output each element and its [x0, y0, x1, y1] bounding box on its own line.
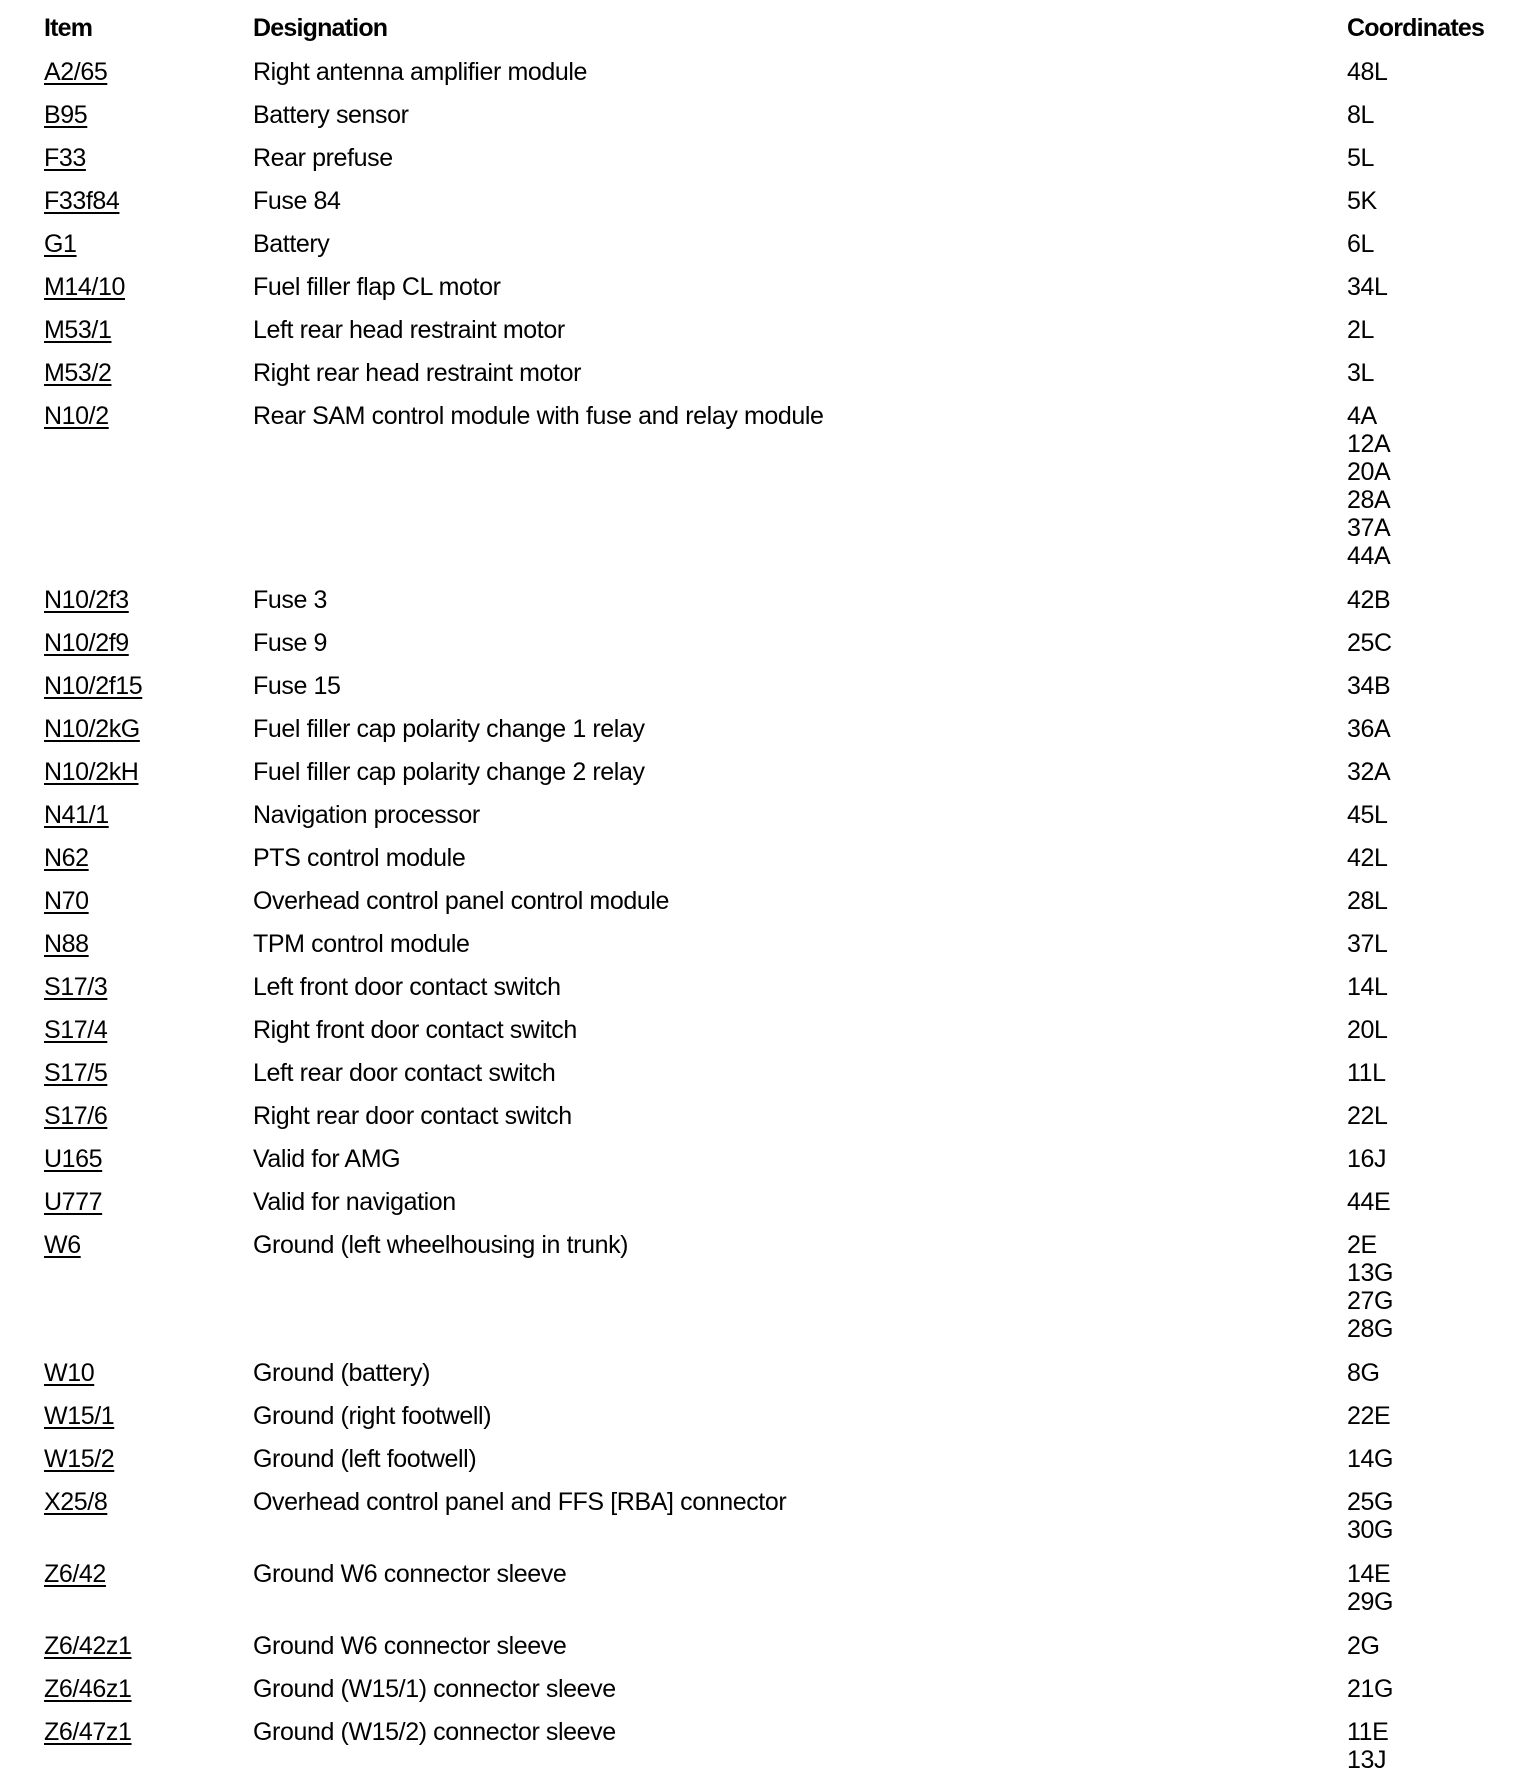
coordinate-value: 13J [1347, 1746, 1387, 1774]
designation-cell: Left front door contact switch [253, 973, 561, 1001]
item-cell [44, 887, 89, 915]
table-row [0, 316, 1520, 359]
coordinate-value: 22E [1347, 1402, 1391, 1430]
coordinate-value: 16J [1347, 1145, 1387, 1173]
coordinates-cell [1347, 1560, 1393, 1616]
coordinate-value: 20A [1347, 458, 1391, 486]
coordinates-cell [1347, 1188, 1390, 1216]
coordinate-value: 29G [1347, 1588, 1394, 1616]
designation-cell: Fuel filler cap polarity change 2 relay [253, 758, 645, 786]
coordinate-value: 28G [1347, 1315, 1394, 1343]
item-cell [44, 230, 77, 258]
item-column-header: Item [44, 14, 93, 42]
item-cell [44, 273, 125, 301]
item-link[interactable]: N62 [44, 844, 89, 872]
item-link[interactable]: M53/2 [44, 359, 112, 387]
item-cell [44, 1402, 114, 1430]
item-link[interactable]: S17/5 [44, 1059, 108, 1087]
coordinate-value: 5L [1347, 144, 1375, 172]
item-link[interactable]: G1 [44, 230, 77, 258]
table-row [0, 1718, 1520, 1790]
designation-cell: Right rear head restraint motor [253, 359, 582, 387]
designation-cell: Fuel filler cap polarity change 1 relay [253, 715, 645, 743]
designation-cell: Ground W6 connector sleeve [253, 1560, 567, 1588]
item-cell [44, 58, 107, 86]
coordinates-cell [1347, 930, 1388, 958]
table-row [0, 672, 1520, 715]
designation-cell: Ground (right footwell) [253, 1402, 492, 1430]
coordinates-cell [1347, 58, 1388, 86]
coordinate-value: 44E [1347, 1188, 1391, 1216]
designation-cell: Left rear head restraint motor [253, 316, 565, 344]
coordinate-value: 30G [1347, 1516, 1394, 1544]
coordinates-cell [1347, 144, 1374, 172]
item-link[interactable]: N10/2kH [44, 758, 139, 786]
coordinates-cell [1347, 1445, 1393, 1473]
item-cell [44, 672, 142, 700]
item-cell [44, 1102, 107, 1130]
coordinates-cell [1347, 1231, 1393, 1343]
coordinates-cell [1347, 101, 1374, 129]
designation-cell: Fuel filler flap CL motor [253, 273, 501, 301]
coordinate-value: 13G [1347, 1259, 1394, 1287]
designation-cell: Fuse 15 [253, 672, 341, 700]
designation-cell: PTS control module [253, 844, 466, 872]
table-row [0, 58, 1520, 101]
coordinate-value: 2E [1347, 1231, 1377, 1259]
item-link[interactable]: S17/3 [44, 973, 108, 1001]
coordinates-column-header: Coordinates [1347, 14, 1485, 42]
coordinates-cell [1347, 1718, 1388, 1774]
table-row [0, 1231, 1520, 1359]
coordinate-value: 45L [1347, 801, 1388, 829]
item-cell [44, 586, 129, 614]
table-row [0, 1145, 1520, 1188]
item-link[interactable]: W6 [44, 1231, 81, 1259]
item-cell [44, 1188, 102, 1216]
item-cell [44, 101, 87, 129]
item-cell [44, 844, 89, 872]
item-link[interactable]: F33 [44, 144, 86, 172]
table-row [0, 758, 1520, 801]
item-cell [44, 187, 119, 215]
designation-cell: Fuse 84 [253, 187, 341, 215]
table-row [0, 1445, 1520, 1488]
table-row [0, 1675, 1520, 1718]
designation-cell: Rear prefuse [253, 144, 393, 172]
coordinate-value: 3L [1347, 359, 1375, 387]
table-row [0, 930, 1520, 973]
coordinates-cell [1347, 1016, 1388, 1044]
table-header [0, 14, 1520, 58]
designation-cell: Navigation processor [253, 801, 480, 829]
coordinates-cell [1347, 586, 1390, 614]
coordinate-value: 42B [1347, 586, 1391, 614]
item-cell [44, 1016, 107, 1044]
item-cell [44, 758, 138, 786]
item-link[interactable]: W10 [44, 1359, 95, 1387]
coordinates-cell [1347, 629, 1392, 657]
coordinates-cell [1347, 359, 1374, 387]
coordinates-cell [1347, 1102, 1388, 1130]
coordinates-cell [1347, 1059, 1386, 1087]
item-cell [44, 801, 109, 829]
item-link[interactable]: N10/2 [44, 402, 109, 430]
designation-cell: Valid for navigation [253, 1188, 456, 1216]
item-cell [44, 1059, 107, 1087]
table-row [0, 1188, 1520, 1231]
coordinate-value: 5K [1347, 187, 1377, 215]
item-link[interactable]: A2/65 [44, 58, 108, 86]
table-row [0, 402, 1520, 586]
coordinate-value: 48L [1347, 58, 1388, 86]
coordinates-cell [1347, 672, 1390, 700]
table-row [0, 586, 1520, 629]
table-row [0, 1102, 1520, 1145]
table-row [0, 359, 1520, 402]
item-link[interactable]: N41/1 [44, 801, 109, 829]
coordinates-cell [1347, 758, 1390, 786]
coordinate-value: 37A [1347, 514, 1391, 542]
coordinates-cell [1347, 273, 1388, 301]
coordinate-value: 44A [1347, 542, 1391, 570]
table-row [0, 1632, 1520, 1675]
coordinate-value: 14E [1347, 1560, 1391, 1588]
coordinate-value: 2L [1347, 316, 1375, 344]
designation-cell: Overhead control panel control module [253, 887, 670, 915]
coordinates-cell [1347, 1675, 1393, 1703]
table-row [0, 273, 1520, 316]
designation-cell: Right rear door contact switch [253, 1102, 572, 1130]
coordinates-cell [1347, 973, 1388, 1001]
coordinate-value: 36A [1347, 715, 1391, 743]
table-row [0, 1359, 1520, 1402]
designation-cell: Right front door contact switch [253, 1016, 577, 1044]
table-row [0, 230, 1520, 273]
designation-cell: Left rear door contact switch [253, 1059, 556, 1087]
item-link[interactable]: Z6/47z1 [44, 1718, 132, 1746]
coordinate-value: 6L [1347, 230, 1375, 258]
coordinates-cell [1347, 187, 1377, 215]
coordinate-value: 25G [1347, 1488, 1394, 1516]
coordinates-cell [1347, 230, 1374, 258]
item-cell [44, 930, 89, 958]
table-row [0, 1560, 1520, 1632]
coordinate-value: 20L [1347, 1016, 1388, 1044]
item-link[interactable]: X25/8 [44, 1488, 108, 1516]
table-row [0, 1016, 1520, 1059]
table-row [0, 887, 1520, 930]
coordinates-cell [1347, 1359, 1380, 1387]
item-cell [44, 316, 111, 344]
designation-column-header: Designation [253, 14, 388, 42]
coordinate-value: 12A [1347, 430, 1391, 458]
item-cell [44, 359, 111, 387]
item-cell [44, 1231, 81, 1259]
table-row [0, 1402, 1520, 1445]
coordinate-value: 8L [1347, 101, 1375, 129]
coordinates-cell [1347, 1402, 1390, 1430]
item-link[interactable]: W15/2 [44, 1445, 115, 1473]
coordinate-value: 22L [1347, 1102, 1388, 1130]
designation-cell: Fuse 3 [253, 586, 328, 614]
coordinates-cell [1347, 715, 1390, 743]
coordinate-value: 14G [1347, 1445, 1394, 1473]
coordinate-value: 8G [1347, 1359, 1380, 1387]
coordinate-value: 14L [1347, 973, 1388, 1001]
item-cell [44, 1560, 106, 1588]
item-link[interactable]: M53/1 [44, 316, 112, 344]
coordinates-cell [1347, 844, 1388, 872]
table-row [0, 187, 1520, 230]
designation-cell: Ground (W15/1) connector sleeve [253, 1675, 616, 1703]
coordinate-value: 32A [1347, 758, 1391, 786]
designation-cell: TPM control module [253, 930, 470, 958]
item-cell [44, 629, 129, 657]
table-row [0, 1488, 1520, 1560]
table-row [0, 801, 1520, 844]
designation-cell: Battery [253, 230, 330, 258]
coordinates-cell [1347, 887, 1388, 915]
coordinate-value: 4A [1347, 402, 1377, 430]
item-cell [44, 1445, 114, 1473]
item-link[interactable]: N88 [44, 930, 89, 958]
item-cell [44, 1718, 132, 1746]
coordinate-value: 34B [1347, 672, 1391, 700]
item-link[interactable]: W15/1 [44, 1402, 115, 1430]
item-cell [44, 402, 109, 430]
designation-cell: Ground (battery) [253, 1359, 431, 1387]
item-link[interactable]: U777 [44, 1188, 103, 1216]
table-row [0, 629, 1520, 672]
coordinate-value: 42L [1347, 844, 1388, 872]
designation-cell: Fuse 9 [253, 629, 328, 657]
designation-cell: Ground W6 connector sleeve [253, 1632, 567, 1660]
item-link[interactable]: N70 [44, 887, 89, 915]
item-link[interactable]: S17/6 [44, 1102, 108, 1130]
table-row [0, 1059, 1520, 1102]
item-link[interactable]: N10/2f9 [44, 629, 129, 657]
coordinates-cell [1347, 1145, 1386, 1173]
item-cell [44, 1632, 132, 1660]
item-cell [44, 1145, 102, 1173]
item-cell [44, 973, 107, 1001]
designation-cell: Valid for AMG [253, 1145, 401, 1173]
table-row [0, 844, 1520, 887]
item-link[interactable]: Z6/42z1 [44, 1632, 132, 1660]
designation-cell: Right antenna amplifier module [253, 58, 588, 86]
coordinates-cell [1347, 801, 1388, 829]
table-body [0, 58, 1520, 1790]
item-cell [44, 715, 140, 743]
item-cell [44, 1675, 132, 1703]
designation-cell: Ground (left wheelhousing in trunk) [253, 1231, 629, 1259]
item-link[interactable]: N10/2kG [44, 715, 140, 743]
coordinates-cell [1347, 1488, 1393, 1544]
item-link[interactable]: S17/4 [44, 1016, 108, 1044]
item-link[interactable]: F33f84 [44, 187, 120, 215]
coordinates-cell [1347, 402, 1390, 570]
designation-cell: Overhead control panel and FFS [RBA] connector [253, 1488, 787, 1516]
coordinate-value: 21G [1347, 1675, 1394, 1703]
item-link[interactable]: B95 [44, 101, 88, 129]
designation-cell: Battery sensor [253, 101, 409, 129]
item-cell [44, 144, 86, 172]
table-row [0, 715, 1520, 758]
designation-cell: Ground (W15/2) connector sleeve [253, 1718, 616, 1746]
item-cell [44, 1359, 94, 1387]
item-link[interactable]: U165 [44, 1145, 103, 1173]
item-link[interactable]: N10/2f3 [44, 586, 129, 614]
coordinate-value: 2G [1347, 1632, 1380, 1660]
table-row [0, 144, 1520, 187]
table-row [0, 101, 1520, 144]
coordinate-value: 27G [1347, 1287, 1394, 1315]
coordinate-value: 28A [1347, 486, 1391, 514]
designation-cell: Ground (left footwell) [253, 1445, 477, 1473]
coordinate-value: 11L [1347, 1059, 1386, 1087]
coordinate-value: 34L [1347, 273, 1388, 301]
item-link[interactable]: M14/10 [44, 273, 125, 301]
designation-cell: Rear SAM control module with fuse and relay module [253, 402, 824, 430]
coordinate-value: 11E [1347, 1718, 1389, 1746]
item-link[interactable]: N10/2f15 [44, 672, 143, 700]
coordinate-value: 37L [1347, 930, 1388, 958]
coordinate-value: 25C [1347, 629, 1392, 657]
table-row [0, 973, 1520, 1016]
item-link[interactable]: Z6/42 [44, 1560, 106, 1588]
coordinates-cell [1347, 316, 1374, 344]
item-link[interactable]: Z6/46z1 [44, 1675, 132, 1703]
item-cell [44, 1488, 107, 1516]
coordinates-cell [1347, 1632, 1380, 1660]
coordinate-value: 28L [1347, 887, 1388, 915]
